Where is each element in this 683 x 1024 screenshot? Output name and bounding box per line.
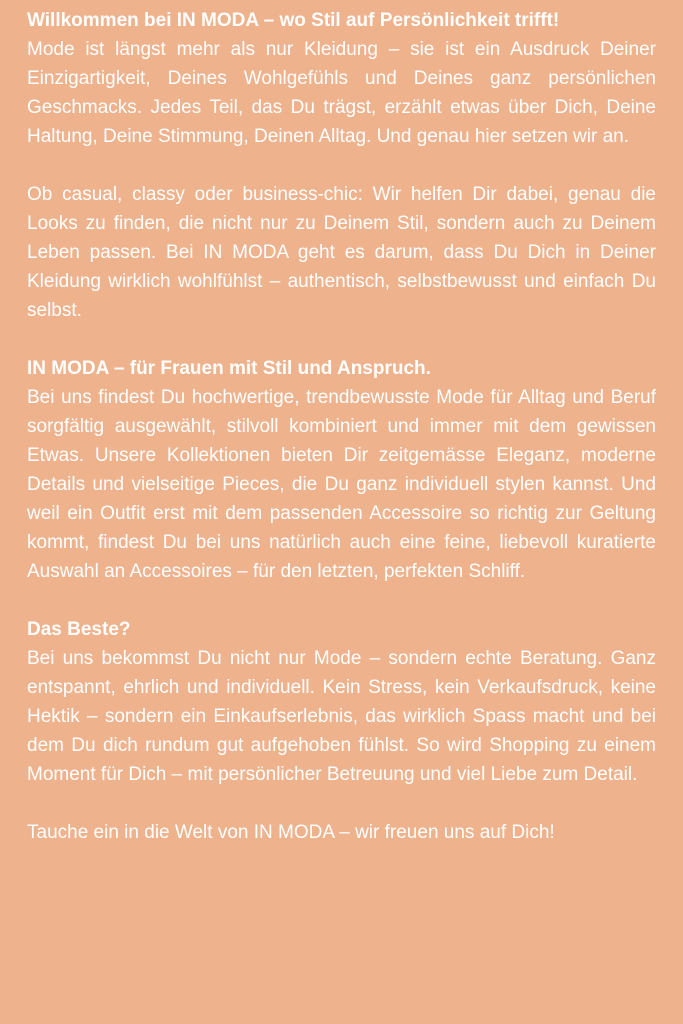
women-section <box>27 354 656 586</box>
styles-paragraph: Ob casual, classy oder business-chic: Wir helfen Dir dabei, genau die Looks zu finden, die nicht nur zu Deinem Stil, sondern auch zu Deinem Leben passen. Bei IN MODA geht es darum, dass Du Dich in Deiner Kleidung wirklich wohlfühlst – authentisch, selbstbewusst und einfach Du selbst. <box>27 184 656 321</box>
welcome-section <box>27 6 656 151</box>
welcome-paragraph: Mode ist längst mehr als nur Kleidung – sie ist ein Ausdruck Deiner Einzigartigkeit, Deines Wohlgefühls und Deines ganz persönlichen Geschmacks. Jedes Teil, das Du trägst, erzählt etwas über Dich, Deine Haltung, Deine Stimmung, Deinen Alltag. Und genau hier setzen wir an. <box>27 39 656 147</box>
best-heading: Das Beste? <box>27 619 131 640</box>
closing-line: Tauche ein in die Welt von IN MODA – wir freuen uns auf Dich! <box>27 822 555 843</box>
women-heading: IN MODA – für Frauen mit Stil und Anspruch. <box>27 358 431 379</box>
best-section <box>27 615 656 789</box>
welcome-heading: Willkommen bei IN MODA – wo Stil auf Persönlichkeit trifft! <box>27 10 560 31</box>
women-paragraph: Bei uns findest Du hochwertige, trendbewusste Mode für Alltag und Beruf sorgfältig ausgewählt, stilvoll kombiniert und immer mit dem gewissen Etwas. Unsere Kollektionen bieten Dir zeitgemässe Eleganz, moderne Details und vielseitige Pieces, die Du ganz individuell stylen kannst. Und weil ein Outfit erst mit dem passenden Accessoire so richtig zur Geltung kommt, findest Du bei uns natürlich auch eine feine, liebevoll kuratierte Auswahl an Accessoires – für den letzten, perfekten Schliff. <box>27 387 656 582</box>
best-paragraph: Bei uns bekommst Du nicht nur Mode – sondern echte Beratung. Ganz entspannt, ehrlich und individuell. Kein Stress, kein Verkaufsdruck, keine Hektik – sondern ein Einkaufserlebnis, das wirklich Spass macht und bei dem Du dich rundum gut aufgehoben fühlst. So wird Shopping zu einem Moment für Dich – mit persönlicher Betreuung und viel Liebe zum Detail. <box>27 648 656 785</box>
styles-section <box>27 180 656 325</box>
